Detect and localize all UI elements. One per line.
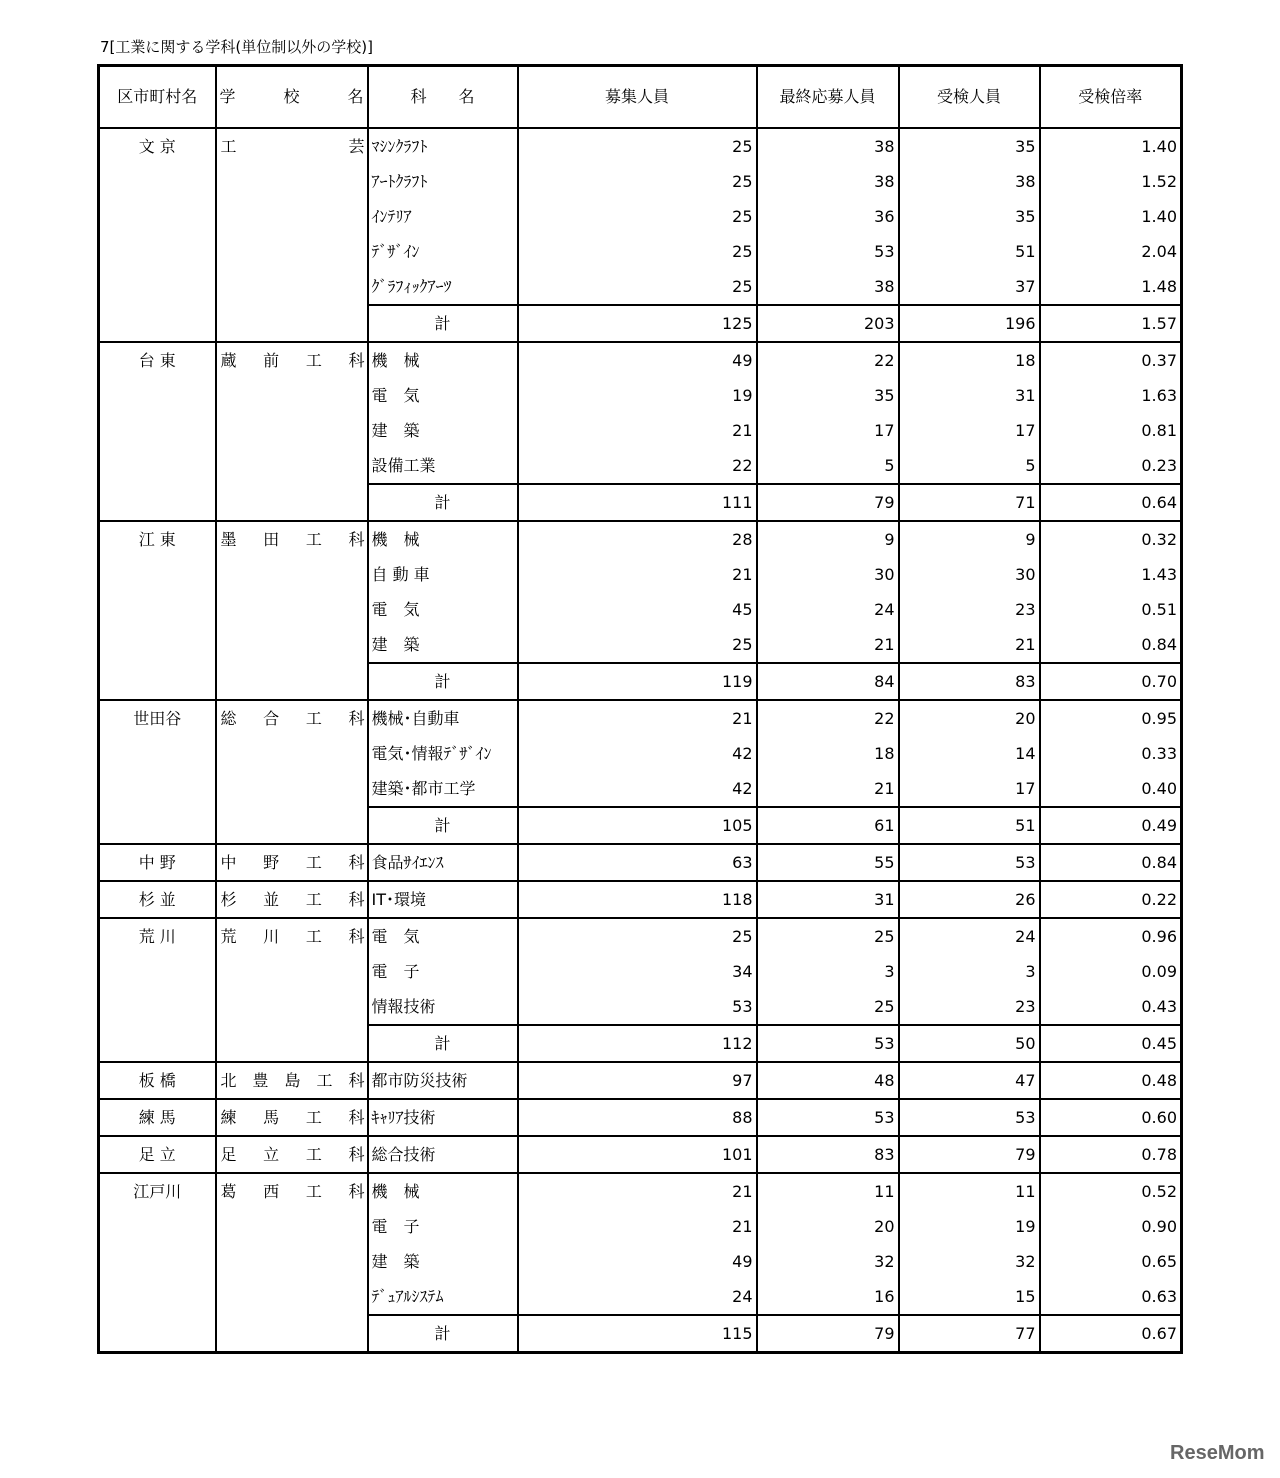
school-cell [216, 342, 368, 521]
capacity-cell: 45 [518, 592, 757, 627]
ratio-cell: 0.43 [1040, 989, 1182, 1025]
examinees-cell: 53 [899, 1099, 1040, 1136]
applicants-cell: 55 [757, 844, 899, 881]
ratio-cell: 1.43 [1040, 557, 1182, 592]
total-capacity-cell: 111 [518, 484, 757, 521]
ratio-cell: 1.63 [1040, 378, 1182, 413]
capacity-cell: 28 [518, 521, 757, 557]
ratio-cell: 0.84 [1040, 844, 1182, 881]
school-cell [216, 1136, 368, 1173]
capacity-cell: 25 [518, 269, 757, 305]
capacity-cell: 22 [518, 448, 757, 484]
subject-cell: IT･環境 [368, 881, 518, 918]
ratio-cell: 0.48 [1040, 1062, 1182, 1099]
school-name: 練馬工科 [220, 1107, 365, 1127]
capacity-cell: 25 [518, 128, 757, 164]
total-label: 計 [368, 1025, 518, 1062]
applicants-cell: 83 [757, 1136, 899, 1173]
header-applicants: 最終応募人員 [757, 66, 899, 128]
capacity-cell: 21 [518, 1209, 757, 1244]
school-name: 蔵前工科 [220, 350, 365, 370]
school-name: 葛西工科 [220, 1181, 365, 1201]
ratio-cell: 1.52 [1040, 164, 1182, 199]
school-name: 北豊島工科 [220, 1070, 365, 1090]
applicants-cell: 20 [757, 1209, 899, 1244]
capacity-cell: 42 [518, 771, 757, 807]
total-capacity-cell: 125 [518, 305, 757, 342]
examinees-cell: 35 [899, 128, 1040, 164]
examinees-cell: 15 [899, 1279, 1040, 1315]
total-ratio-cell: 0.49 [1040, 807, 1182, 844]
examinees-cell: 11 [899, 1173, 1040, 1209]
header-row [99, 66, 1182, 128]
applicants-cell: 36 [757, 199, 899, 234]
school-name: 墨田工科 [220, 529, 365, 549]
capacity-cell: 21 [518, 413, 757, 448]
total-ratio-cell: 1.57 [1040, 305, 1182, 342]
header-district: 区市町村名 [99, 66, 216, 128]
applicants-cell: 25 [757, 918, 899, 954]
capacity-cell: 25 [518, 234, 757, 269]
school-cell [216, 918, 368, 1062]
school-cell [216, 844, 368, 881]
ratio-cell: 1.40 [1040, 199, 1182, 234]
table-row [99, 700, 1182, 736]
total-capacity-cell: 115 [518, 1315, 757, 1353]
subject-cell: 建 築 [368, 627, 518, 663]
school-name: 足立工科 [220, 1144, 365, 1164]
total-ratio-cell: 0.45 [1040, 1025, 1182, 1062]
applicants-cell: 3 [757, 954, 899, 989]
district-cell: 文 京 [99, 128, 216, 342]
applicants-cell: 24 [757, 592, 899, 627]
total-applicants-cell: 53 [757, 1025, 899, 1062]
subject-cell: 機 械 [368, 1173, 518, 1209]
subject-cell: ﾏｼﾝｸﾗﾌﾄ [368, 128, 518, 164]
capacity-cell: 21 [518, 1173, 757, 1209]
capacity-cell: 42 [518, 736, 757, 771]
total-label: 計 [368, 807, 518, 844]
examinees-cell: 23 [899, 592, 1040, 627]
examinees-cell: 38 [899, 164, 1040, 199]
district-cell: 練 馬 [99, 1099, 216, 1136]
school-name: 工芸 [220, 136, 365, 156]
examinees-cell: 3 [899, 954, 1040, 989]
capacity-cell: 25 [518, 627, 757, 663]
examinees-cell: 32 [899, 1244, 1040, 1279]
ratio-cell: 0.40 [1040, 771, 1182, 807]
total-ratio-cell: 0.70 [1040, 663, 1182, 700]
capacity-cell: 34 [518, 954, 757, 989]
examinees-cell: 20 [899, 700, 1040, 736]
capacity-cell: 24 [518, 1279, 757, 1315]
table-row [99, 1062, 1182, 1099]
subject-cell: ｷｬﾘｱ技術 [368, 1099, 518, 1136]
capacity-cell: 49 [518, 342, 757, 378]
ratio-cell: 0.09 [1040, 954, 1182, 989]
subject-cell: 電 子 [368, 1209, 518, 1244]
district-cell: 江戸川 [99, 1173, 216, 1353]
subject-cell: 都市防災技術 [368, 1062, 518, 1099]
applicants-cell: 48 [757, 1062, 899, 1099]
total-applicants-cell: 61 [757, 807, 899, 844]
total-capacity-cell: 119 [518, 663, 757, 700]
applicants-cell: 18 [757, 736, 899, 771]
subject-cell: 建 築 [368, 413, 518, 448]
ratio-cell: 0.90 [1040, 1209, 1182, 1244]
applicants-cell: 31 [757, 881, 899, 918]
subject-cell: 機械･自動車 [368, 700, 518, 736]
examinees-cell: 17 [899, 413, 1040, 448]
ratio-cell: 0.84 [1040, 627, 1182, 663]
district-cell: 台 東 [99, 342, 216, 521]
table-row [99, 1173, 1182, 1209]
subject-cell: 電気･情報ﾃﾞｻﾞｲﾝ [368, 736, 518, 771]
header-school-label: 学校名 [219, 87, 364, 107]
total-label: 計 [368, 305, 518, 342]
capacity-cell: 25 [518, 164, 757, 199]
district-cell: 世田谷 [99, 700, 216, 844]
table-row [99, 881, 1182, 918]
total-applicants-cell: 84 [757, 663, 899, 700]
school-name: 中野工科 [220, 852, 365, 872]
total-label: 計 [368, 1315, 518, 1353]
applicants-cell: 38 [757, 164, 899, 199]
ratio-cell: 1.40 [1040, 128, 1182, 164]
applicants-cell: 21 [757, 627, 899, 663]
header-subject: 科 名 [368, 66, 518, 128]
applicants-cell: 22 [757, 700, 899, 736]
applicants-cell: 16 [757, 1279, 899, 1315]
district-cell: 荒 川 [99, 918, 216, 1062]
admissions-table [97, 64, 1183, 1354]
header-ratio: 受検倍率 [1040, 66, 1182, 128]
applicants-cell: 32 [757, 1244, 899, 1279]
examinees-cell: 51 [899, 234, 1040, 269]
applicants-cell: 17 [757, 413, 899, 448]
school-cell [216, 700, 368, 844]
total-applicants-cell: 203 [757, 305, 899, 342]
subject-cell: 設備工業 [368, 448, 518, 484]
ratio-cell: 0.51 [1040, 592, 1182, 627]
ratio-cell: 0.65 [1040, 1244, 1182, 1279]
capacity-cell: 49 [518, 1244, 757, 1279]
district-cell: 板 橋 [99, 1062, 216, 1099]
school-cell [216, 1173, 368, 1353]
subject-cell: ｱｰﾄｸﾗﾌﾄ [368, 164, 518, 199]
examinees-cell: 24 [899, 918, 1040, 954]
applicants-cell: 5 [757, 448, 899, 484]
school-name: 杉並工科 [220, 889, 365, 909]
header-examinees: 受検人員 [899, 66, 1040, 128]
subject-cell: 電 気 [368, 378, 518, 413]
total-applicants-cell: 79 [757, 484, 899, 521]
subject-cell: ｸﾞﾗﾌｨｯｸｱｰﾂ [368, 269, 518, 305]
applicants-cell: 30 [757, 557, 899, 592]
ratio-cell: 0.22 [1040, 881, 1182, 918]
total-label: 計 [368, 663, 518, 700]
capacity-cell: 97 [518, 1062, 757, 1099]
total-examinees-cell: 77 [899, 1315, 1040, 1353]
examinees-cell: 30 [899, 557, 1040, 592]
ratio-cell: 0.37 [1040, 342, 1182, 378]
total-applicants-cell: 79 [757, 1315, 899, 1353]
subject-cell: ｲﾝﾃﾘｱ [368, 199, 518, 234]
subject-cell: 自 動 車 [368, 557, 518, 592]
total-ratio-cell: 0.64 [1040, 484, 1182, 521]
examinees-cell: 17 [899, 771, 1040, 807]
total-examinees-cell: 196 [899, 305, 1040, 342]
applicants-cell: 35 [757, 378, 899, 413]
subject-cell: 情報技術 [368, 989, 518, 1025]
total-examinees-cell: 50 [899, 1025, 1040, 1062]
total-examinees-cell: 71 [899, 484, 1040, 521]
examinees-cell: 31 [899, 378, 1040, 413]
district-cell: 中 野 [99, 844, 216, 881]
capacity-cell: 53 [518, 989, 757, 1025]
school-cell [216, 521, 368, 700]
ratio-cell: 0.95 [1040, 700, 1182, 736]
applicants-cell: 11 [757, 1173, 899, 1209]
ratio-cell: 0.52 [1040, 1173, 1182, 1209]
examinees-cell: 21 [899, 627, 1040, 663]
examinees-cell: 9 [899, 521, 1040, 557]
applicants-cell: 25 [757, 989, 899, 1025]
applicants-cell: 53 [757, 234, 899, 269]
capacity-cell: 25 [518, 199, 757, 234]
school-cell [216, 1099, 368, 1136]
total-examinees-cell: 51 [899, 807, 1040, 844]
subject-cell: ﾃﾞｭｱﾙｼｽﾃﾑ [368, 1279, 518, 1315]
applicants-cell: 9 [757, 521, 899, 557]
district-cell: 江 東 [99, 521, 216, 700]
examinees-cell: 14 [899, 736, 1040, 771]
ratio-cell: 0.81 [1040, 413, 1182, 448]
examinees-cell: 19 [899, 1209, 1040, 1244]
school-cell [216, 128, 368, 342]
table-row [99, 521, 1182, 557]
capacity-cell: 25 [518, 918, 757, 954]
examinees-cell: 23 [899, 989, 1040, 1025]
table-row [99, 1136, 1182, 1173]
table-row [99, 128, 1182, 164]
ratio-cell: 0.32 [1040, 521, 1182, 557]
ratio-cell: 0.63 [1040, 1279, 1182, 1315]
ratio-cell: 1.48 [1040, 269, 1182, 305]
subject-cell: 電 気 [368, 918, 518, 954]
ratio-cell: 0.78 [1040, 1136, 1182, 1173]
total-capacity-cell: 112 [518, 1025, 757, 1062]
subject-cell: 電 気 [368, 592, 518, 627]
capacity-cell: 101 [518, 1136, 757, 1173]
subject-cell: 総合技術 [368, 1136, 518, 1173]
subject-cell: 機 械 [368, 521, 518, 557]
applicants-cell: 22 [757, 342, 899, 378]
ratio-cell: 2.04 [1040, 234, 1182, 269]
document-title: 7[工業に関する学科(単位制以外の学校)] [100, 38, 373, 56]
school-cell [216, 1062, 368, 1099]
subject-cell: 食品ｻｲｴﾝｽ [368, 844, 518, 881]
header-school [216, 66, 368, 128]
table-row [99, 844, 1182, 881]
applicants-cell: 38 [757, 128, 899, 164]
header-capacity: 募集人員 [518, 66, 757, 128]
total-label: 計 [368, 484, 518, 521]
ratio-cell: 0.23 [1040, 448, 1182, 484]
school-cell [216, 881, 368, 918]
examinees-cell: 18 [899, 342, 1040, 378]
table-row [99, 1099, 1182, 1136]
subject-cell: 建 築 [368, 1244, 518, 1279]
subject-cell: 建築･都市工学 [368, 771, 518, 807]
resemom-logo: ReseMom [1170, 1442, 1265, 1464]
school-name: 荒川工科 [220, 926, 365, 946]
ratio-cell: 0.60 [1040, 1099, 1182, 1136]
examinees-cell: 47 [899, 1062, 1040, 1099]
ratio-cell: 0.33 [1040, 736, 1182, 771]
applicants-cell: 21 [757, 771, 899, 807]
applicants-cell: 38 [757, 269, 899, 305]
examinees-cell: 35 [899, 199, 1040, 234]
school-name: 総合工科 [220, 708, 365, 728]
subject-cell: 機 械 [368, 342, 518, 378]
subject-cell: 電 子 [368, 954, 518, 989]
examinees-cell: 5 [899, 448, 1040, 484]
capacity-cell: 21 [518, 700, 757, 736]
subject-cell: ﾃﾞｻﾞｲﾝ [368, 234, 518, 269]
total-capacity-cell: 105 [518, 807, 757, 844]
capacity-cell: 63 [518, 844, 757, 881]
district-cell: 杉 並 [99, 881, 216, 918]
total-examinees-cell: 83 [899, 663, 1040, 700]
district-cell: 足 立 [99, 1136, 216, 1173]
examinees-cell: 37 [899, 269, 1040, 305]
applicants-cell: 53 [757, 1099, 899, 1136]
table-row [99, 342, 1182, 378]
total-ratio-cell: 0.67 [1040, 1315, 1182, 1353]
table-row [99, 918, 1182, 954]
capacity-cell: 118 [518, 881, 757, 918]
capacity-cell: 21 [518, 557, 757, 592]
capacity-cell: 19 [518, 378, 757, 413]
examinees-cell: 53 [899, 844, 1040, 881]
capacity-cell: 88 [518, 1099, 757, 1136]
examinees-cell: 26 [899, 881, 1040, 918]
examinees-cell: 79 [899, 1136, 1040, 1173]
ratio-cell: 0.96 [1040, 918, 1182, 954]
